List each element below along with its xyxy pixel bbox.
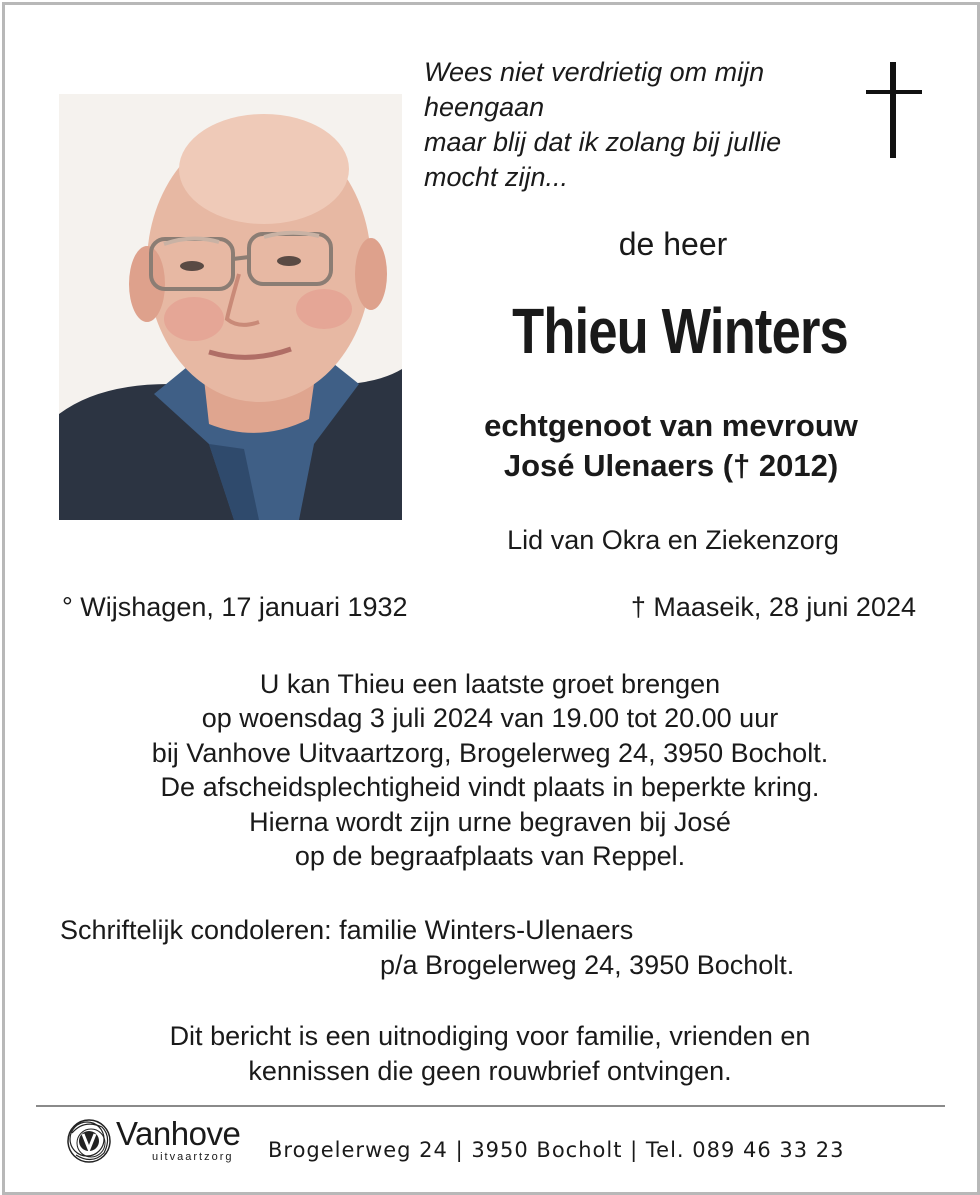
brand-name: Vanhove — [116, 1115, 241, 1152]
visitation-line: Hierna wordt zijn urne begraven bij José — [249, 806, 731, 837]
visitation-line: De afscheidsplechtigheid vindt plaats in beperkte kring. — [160, 772, 820, 803]
deceased-name: Thieu Winters — [512, 295, 848, 367]
spouse-line: echtgenoot van mevrouw — [484, 408, 858, 443]
visitation-line: op de begraafplaats van Reppel. — [294, 841, 686, 872]
poem-line: heengaan — [424, 92, 545, 122]
visitation-line: bij Vanhove Uitvaartzorg, Brogelerweg 24, 3950 Bocholt. — [151, 737, 829, 768]
poem-line: maar blij dat ik zolang bij jullie — [424, 127, 782, 157]
title-prefix: de heer — [618, 226, 728, 262]
poem-line: mocht zijn... — [424, 162, 569, 192]
invitation-line: kennissen die geen rouwbrief ontvingen. — [248, 1056, 732, 1086]
vanhove-logo-icon — [64, 1115, 114, 1167]
portrait-illustration — [59, 94, 402, 520]
portrait-photo — [59, 94, 402, 520]
visitation-line: U kan Thieu een laatste groet brengen — [259, 669, 721, 699]
invitation-note — [40, 1019, 940, 1089]
death-info: † Maaseik, 28 juni 2024 — [630, 592, 916, 622]
condolence-line: Schriftelijk condoleren: familie Winters-Ulenaers — [60, 915, 634, 945]
poem — [424, 55, 854, 195]
spouse-info — [440, 406, 902, 486]
cross-icon — [866, 62, 922, 158]
birth-info: ° Wijshagen, 17 januari 1932 — [62, 592, 408, 622]
visitation-line: op woensdag 3 juli 2024 van 19.00 tot 20.00 uur — [201, 703, 779, 734]
membership: Lid van Okra en Ziekenzorg — [507, 525, 839, 555]
footer-address: Brogelerweg 24 | 3950 Bocholt | Tel. 089 46 33 23 — [268, 1138, 845, 1162]
spouse-line: José Ulenaers († 2012) — [503, 448, 839, 483]
footer-divider — [36, 1105, 945, 1107]
condolence-info — [60, 913, 794, 983]
poem-line: Wees niet verdrietig om mijn — [424, 57, 765, 87]
condolence-address: p/a Brogelerweg 24, 3950 Bocholt. — [380, 950, 795, 980]
brand-subtitle: uitvaartzorg — [152, 1151, 234, 1163]
invitation-line: Dit bericht is een uitnodiging voor familie, vrienden en — [169, 1021, 811, 1051]
visitation-info — [40, 667, 940, 873]
